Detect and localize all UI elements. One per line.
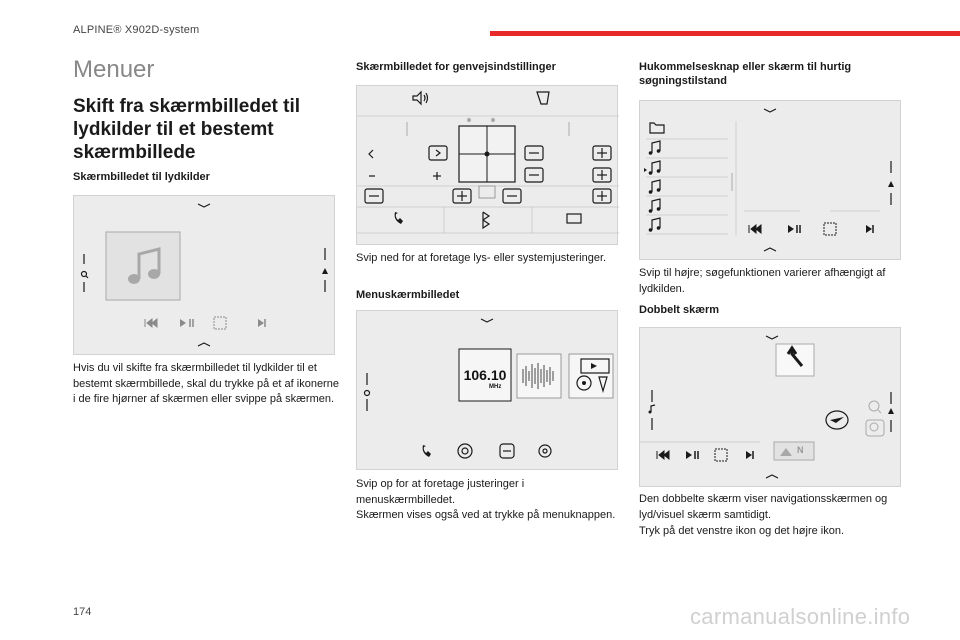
- chevron-up-icon-bottom: [198, 343, 210, 346]
- dual-screen: [639, 327, 901, 487]
- previous-icon: [145, 319, 157, 327]
- subsection-heading: Skift fra skærmbilledet til lydkilder til et bestemt skærmbillede: [73, 96, 301, 163]
- figure-title-menu: Menuskærmbilledet: [356, 289, 460, 301]
- chevron-up-icon: [888, 392, 894, 432]
- play-pause-icon: [180, 319, 193, 327]
- navigation-icon: [458, 444, 472, 458]
- zoom-in-icon: [869, 401, 881, 413]
- radio-frequency: 106.10: [463, 367, 507, 383]
- bluetooth-icon: [483, 212, 489, 228]
- chevron-up-icon-bottom: [766, 475, 778, 478]
- brightness-icon: [537, 92, 549, 104]
- left-adjust-controls: [369, 146, 447, 180]
- quick-search-screen: [639, 100, 901, 260]
- next-icon: [866, 225, 873, 233]
- equalizer-icon: [715, 449, 727, 461]
- screen-icon: [567, 214, 581, 223]
- music-note-icon: [649, 180, 661, 194]
- next-icon: [258, 319, 265, 327]
- music-note-icon-playing: [644, 161, 660, 175]
- next-icon: [746, 451, 753, 459]
- audio-source-screen-drawing: [74, 196, 336, 356]
- quick-search-drawing: [640, 101, 902, 261]
- menu-screen-drawing: [357, 311, 619, 471]
- music-note-icon: [649, 141, 661, 155]
- search-icon: [82, 254, 89, 292]
- caption-menu-1: Svip op for at foretage justeringer i menuskærmbilledet.: [356, 478, 525, 506]
- section-heading: Menuer: [73, 56, 155, 83]
- caption-shortcut: Svip ned for at foretage lys- eller systemjusteringer.: [356, 252, 607, 264]
- volume-icon: [413, 92, 428, 104]
- chevron-up-icon: [888, 161, 894, 205]
- car-icon: [500, 444, 514, 458]
- audio-source-screen: [73, 195, 335, 355]
- chevron-up-icon: [322, 248, 328, 292]
- shortcut-settings-drawing: [357, 86, 619, 246]
- folder-icon: [650, 123, 664, 133]
- menu-screen: [356, 310, 618, 470]
- figure-title-shortcut: Skærmbilledet for genvejsindstillinger: [356, 61, 556, 73]
- zoom-out-icon: [866, 420, 884, 436]
- figure-title-dual: Dobbelt skærm: [639, 304, 720, 316]
- radio-unit: MHz: [489, 384, 502, 390]
- music-note-icon: [649, 218, 661, 232]
- caption-dual-2: Tryk på det venstre ikon og det højre ikon.: [639, 525, 845, 537]
- compass-tile: [774, 442, 814, 460]
- music-note-icon: [649, 390, 656, 430]
- previous-icon: [749, 225, 761, 233]
- caption-dual-1: Den dobbelte skærm viser navigationsskærmen og lyd/visuel skærm samtidigt.: [639, 493, 888, 521]
- seat-position-grid: [459, 118, 515, 182]
- figure-title-audio: Skærmbilledet til lydkilder: [73, 171, 210, 183]
- play-pause-icon: [788, 225, 800, 233]
- previous-icon: [657, 451, 669, 459]
- nav-turn-tile: [776, 344, 814, 376]
- bottom-adjust-row: [365, 186, 611, 203]
- gear-icon: [539, 445, 551, 457]
- caption-menu-2: Skærmen vises også ved at trykke på menuknappen.: [356, 509, 616, 521]
- chevron-down-icon: [766, 336, 778, 339]
- shortcut-settings-screen: [356, 85, 618, 245]
- phone-icon: [395, 212, 403, 224]
- chevron-down-icon: [481, 319, 493, 322]
- equalizer-icon: [824, 223, 836, 235]
- running-header: ALPINE® X902D-system: [73, 24, 200, 36]
- play-pause-icon: [686, 451, 698, 459]
- dual-screen-drawing: [640, 328, 902, 488]
- header-accent-bar: [490, 31, 960, 36]
- right-adjust-controls: [525, 146, 611, 182]
- compass-icon: [826, 411, 848, 429]
- media-tile: [569, 354, 613, 398]
- music-note-icon: [649, 199, 661, 213]
- chevron-down-icon: [764, 109, 776, 112]
- figure-title-memory: Hukommelsesknap eller skærm til hurtig søgningstilstand: [639, 61, 852, 87]
- search-icon: [365, 373, 370, 411]
- compass-label: N: [797, 445, 804, 455]
- equalizer-icon: [214, 317, 226, 329]
- watermark: carmanualsonline.info: [690, 604, 911, 629]
- waveform-tile: [517, 354, 561, 398]
- page-number: 174: [73, 606, 92, 618]
- chevron-up-icon-bottom: [764, 248, 776, 251]
- caption-memory: Svip til højre; søgefunktionen varierer afhængigt af lydkilden.: [639, 267, 886, 295]
- chevron-down-icon: [198, 204, 210, 207]
- phone-icon: [423, 445, 431, 457]
- album-art-frame: [106, 232, 180, 300]
- body-text-audio: Hvis du vil skifte fra skærmbilledet til lydkilder til et bestemt skærmbillede, skal du trykke på et af ikonerne i de fire hjørner af skærmen eller svippe på skærmen.: [73, 362, 339, 405]
